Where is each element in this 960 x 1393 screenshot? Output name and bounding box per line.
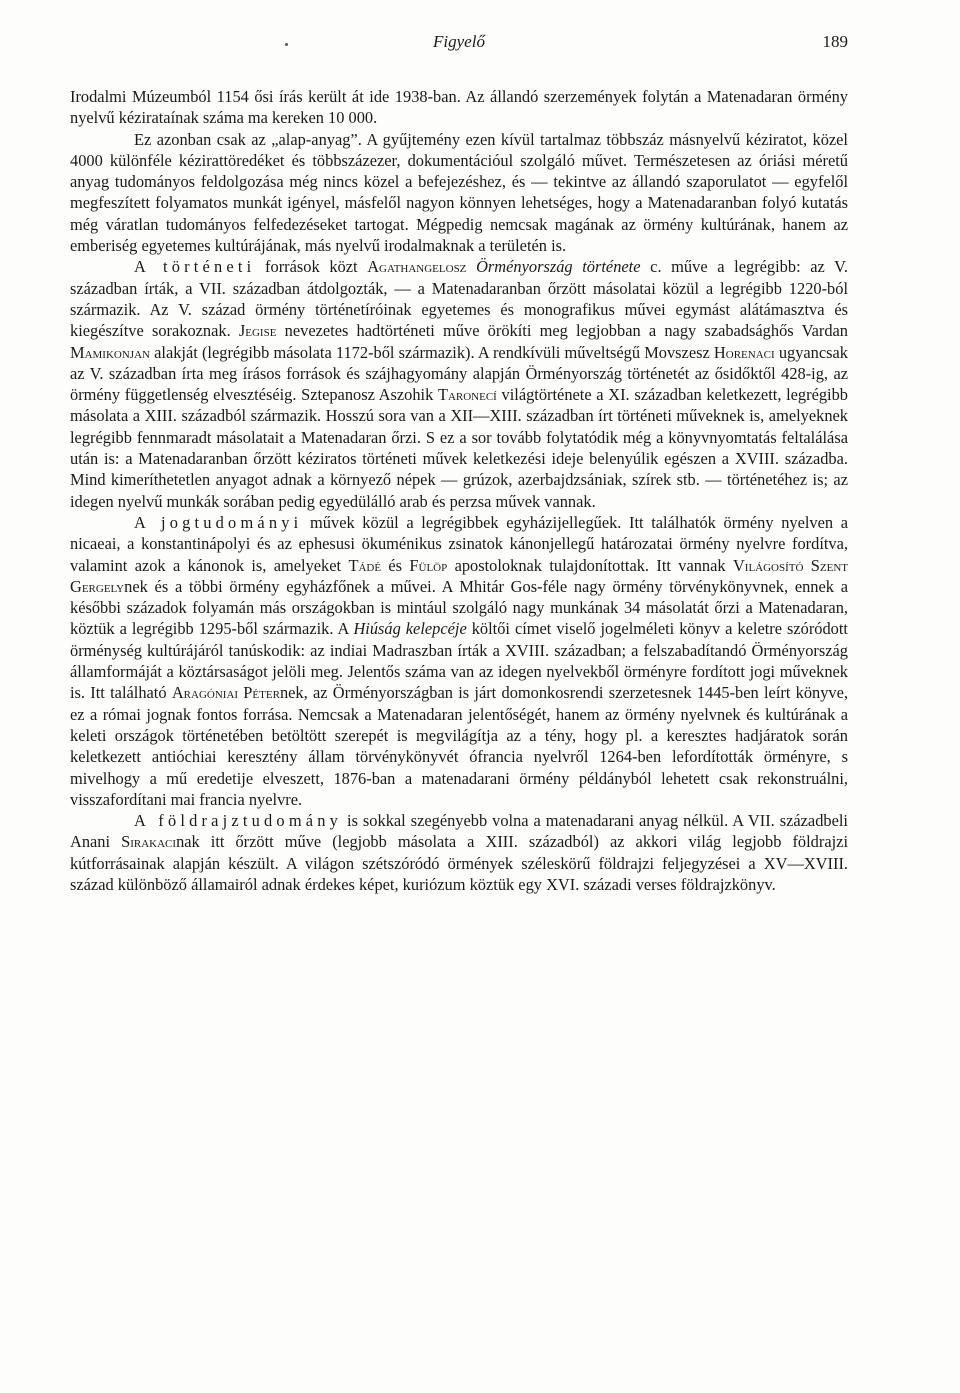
- text-run: [466, 257, 476, 276]
- author-name-sirakaci: Sirakaci: [121, 832, 177, 852]
- work-title-hiusag: Hiúság kelepcéje: [353, 619, 467, 639]
- running-title: Figyelő: [433, 32, 485, 51]
- text-run: források közt: [255, 257, 368, 277]
- text-run: ugyancsak az V. században írta meg írásos források és szájhagyomány alapján Örményország történetét az ősidőktől 428-ig, az örmény függetlenség elvesztéséig. Sztepanosz Aszohik: [70, 342, 848, 405]
- body-text: [70, 86, 848, 895]
- author-name-peter: Aragóniai Péter: [171, 683, 280, 703]
- spaced-lead-jogtudomanyi: A jogtudományi: [134, 512, 303, 532]
- spaced-lead-foldrajztudomany: A földrajztudomány: [134, 811, 343, 831]
- author-name-gergely: Világosító Szent Gergely: [70, 555, 849, 596]
- text-run: c. műve a legrégibb: az V. században írták, a VII. században átdolgozták, — a Matenadaranban őrzött másolatai közül a legrégibb 1220-ból származik. Az V. század örmény történetíróinak egyetemes és monografikus művei egymást alátámasztva és kiegészítve sorakoznak.: [70, 257, 848, 341]
- text-run: apostoloknak tulajdonítottak. Itt vannak: [447, 555, 733, 575]
- author-name-taroneci: Taronecí: [437, 385, 497, 405]
- text-run: nek, az Örményországban is járt domonkosrendi szerzetesnek 1445-ben leírt könyve, ez a római jognak fontos forrása. Nemcsak a Matenadaran jelentőségét, hanem az örmény nyelvnek és kultúrának a keleti országok történetében betöltött szerepét is megvilágítja az a tény, hogy pl. a keresztes hadjáratok során keletkezett antióchiai keresztény állam törvénykönyvét ófrancia nyelvről 1264-ben lefordították örményre, s mivelhogy a mű eredetije elveszett, 1876-ban a matenadarani örmény példányból lehetett csak rekonstruálni, visszafordítani mai francia nyelvre.: [70, 683, 848, 809]
- paragraph-3: [70, 256, 848, 512]
- author-name-agathangelosz: Agathangelosz: [367, 257, 467, 277]
- text-run: és: [381, 555, 410, 575]
- text-run: költői címet viselő jogelméleti könyv a keletre szóródott örménység kultúrájáról tanúskodik: az indiai Madraszban írták a XVIII. században; a felszabadítandó Örményország államformáját a köztársaságot jelöli meg. Jelentős száma van az idegen nyelvekből örményre fordított jogi műveknek is. Itt található: [70, 619, 848, 703]
- text-run: nak itt őrzött műve (legjobb másolata a XIII. századból) az akkori világ legjobb földrajzi kútforrásainak alapján készült. A világon szétszóródó örmények széleskörű földrajzi feljegyzései a XV—XVIII. század különböző államairól adnak érdekes képet, kuriózum köztük egy XVI. századi verses földrajzkönyv.: [70, 832, 848, 894]
- page-number: 189: [822, 32, 848, 51]
- text-run: nevezetes hadtörténeti műve örökíti meg legjobban a nagy szabadsághős Vardan: [276, 321, 848, 341]
- paragraph-4: [70, 512, 848, 810]
- spaced-lead-torteneti: A történeti: [134, 257, 256, 277]
- text-run: művek közül a legrégibbek egyházijellegűek. Itt találhatók örmény nyelven a nicaeai, a konstantinápolyi és az ephesusi ökuménikus zsinatok kánonjellegű határozatai örmény nyelvre fordítva, valamint azok a kánonok is, amelyeket: [70, 512, 848, 575]
- paragraph-1: Irodalmi Múzeumból 1154 ősi írás került át ide 1938-ban. Az állandó szerzemények folytán a Matenadaran örmény nyelvű kézirataínak száma ma kereken 10 000.: [70, 87, 848, 128]
- paragraph-5: [70, 810, 848, 895]
- paragraph-2: Ez azonban csak az „alap-anyag”. A gyűjtemény ezen kívül tartalmaz többszáz másnyelvű kéziratot, közel 4000 különféle kézirattöredéket és többszázezer, dokumentációul szolgáló művet. Természetesen az óriási méretű anyag tudományos feldolgozása még nincs közel a befejezéshez, és — tekintve az állandó szaporulatot — egyfelől megfeszített folyamatos munkát igényel, másfelől nagyon könnyen lehetséges, hogy a Matenadaranban folyó kutatás még váratlan tudományos felfedezéseket tartogat. Mégpedig nemcsak magának az örmény kultúrának, hanem az emberiség egyetemes kultúrájának, más nyelvű irodalmaknak a területén is.: [70, 129, 848, 256]
- author-name-mamikonjan: Mamikonjan: [70, 342, 150, 362]
- text-run: nek és a többi örmény egyházfőnek a művei. A Mhitár Gos-féle nagy örmény törvénykönyvnek, ennek a későbbi századok folyamán más országokban is mintául szolgáló nagy munkának 34 másolatát őrzi a Matenadaran, köztük a legrégibb 1295-ből származik. A: [70, 576, 848, 639]
- author-name-fulop: Fülöp: [409, 555, 448, 575]
- text-run: világtörténete a XI. században keletkezett, legrégibb másolata a XIII. századból származik. Hosszú sora van a XII—XIII. században írt történeti műveknek is, amelyeknek legrégibb fennmaradt másolatait a Matenadaran őrzi. S ez a sor tovább folytatódik még a könyvnyomtatás feltalálása után is: a Matenadaranban őrzött kéziratos történeti művek keletkezési ideje belenyúlik egészen a XVIII. századba. Mind kimeríthetetlen anyagot adnak a környező népek — grúzok, azerbajdzsániak, szírek stb. — történetéhez is; az idegen nyelvű munkák sorában pedig egyedülálló arab és perzsa művek vannak.: [70, 385, 848, 511]
- work-title-ormenyorszag: Örményország története: [476, 257, 641, 277]
- text-run: alakját (legrégibb másolata 1172-ből származik). A rendkívüli műveltségű Movszesz: [149, 342, 714, 362]
- text-run: is sokkal szegényebb volna a matenadarani anyag nélkül. A VII. századbeli Anani: [70, 811, 848, 852]
- page-header: [70, 32, 848, 58]
- author-name-tade: Tádé: [348, 555, 382, 575]
- author-name-horenaci: Horenaci: [713, 342, 775, 362]
- author-name-jegise: Jegise: [238, 321, 277, 341]
